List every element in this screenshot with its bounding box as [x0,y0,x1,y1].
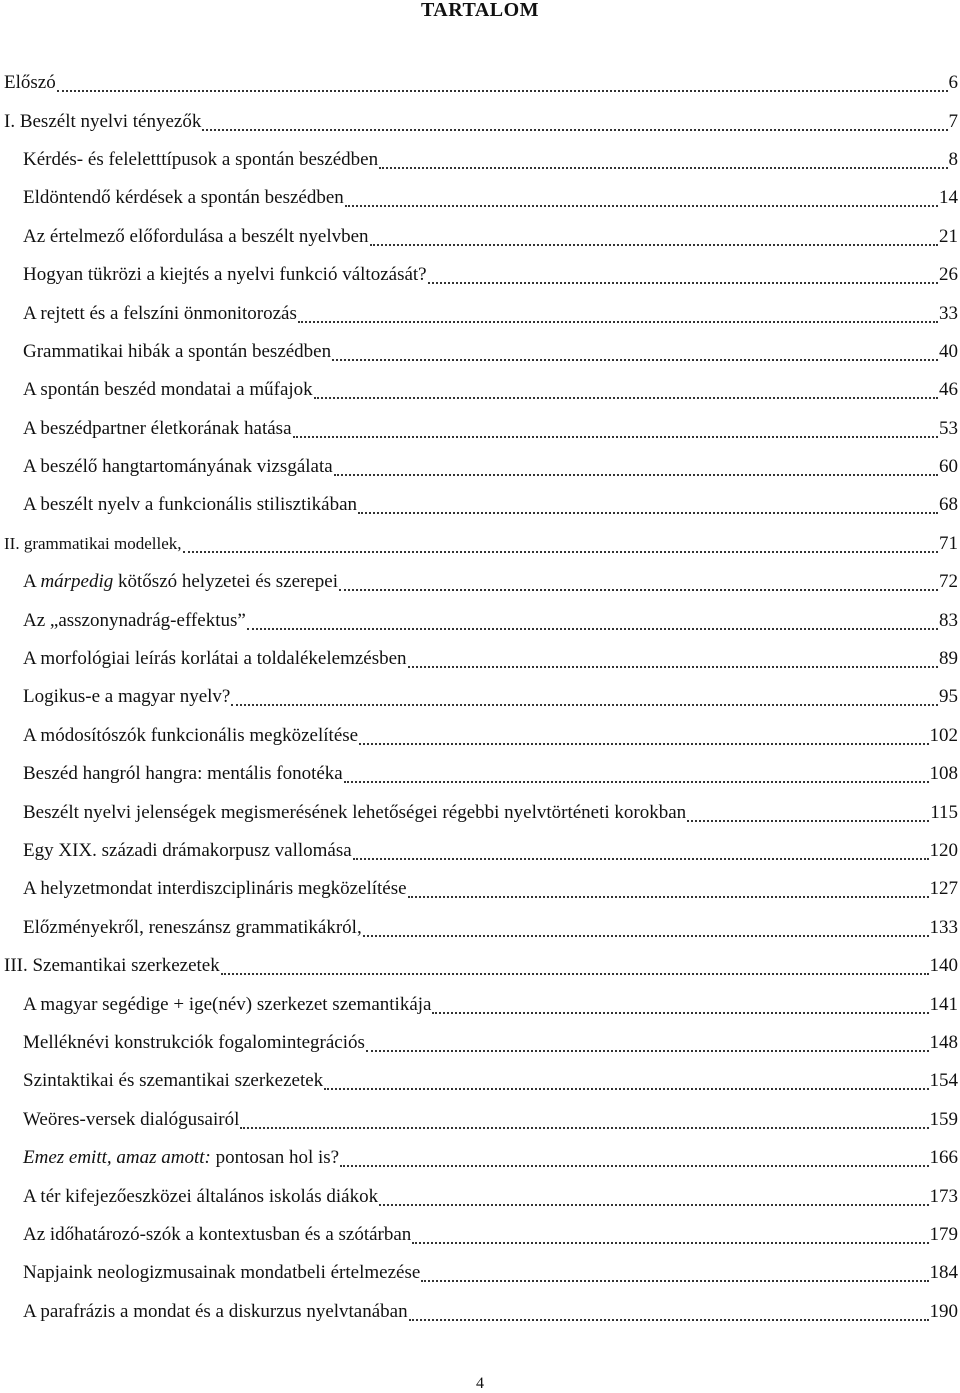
toc-entry-label: Az értelmező előfordulása a beszélt nyelvben [23,225,369,247]
toc-entry[interactable] [2,755,960,793]
toc-entry-page: 154 [929,1070,958,1092]
toc-entry[interactable] [2,678,960,716]
toc-entry-label: Grammatikai hibák a spontán beszédben [23,340,332,362]
toc-entry[interactable] [2,870,960,908]
toc-entry[interactable] [2,371,960,409]
toc-entry-label: Szintaktikai és szemantikai szerkezetek [23,1070,324,1092]
toc-entry-label: Eldöntendő kérdések a spontán beszédben [23,187,344,209]
toc-entry-page: 120 [929,840,958,861]
toc-entry[interactable] [2,256,960,294]
toc-entry-label: III. Szemantikai szerkezetek [4,955,220,977]
toc-entry-page: 133 [929,916,958,938]
dot-leader [366,1040,929,1052]
toc-entry-page: 140 [929,955,958,977]
toc-entry[interactable] [2,717,960,755]
dot-leader [57,80,948,92]
page-number: 4 [476,1375,484,1392]
toc-entry-page: 72 [939,571,958,593]
toc-entry-page: 83 [939,609,958,631]
toc-entry-label [23,572,338,592]
toc-entry-label: Weöres-versek dialógusairól [23,1108,240,1130]
dot-leader [408,886,929,898]
toc-entry-page: 6 [948,72,958,94]
toc-entry[interactable] [2,179,960,217]
toc-entry-page: 184 [929,1262,958,1284]
toc-entry-label: A spontán beszéd mondatai a műfajok [23,379,313,401]
toc-entry-page: 33 [939,302,958,324]
toc-entry-page: 166 [929,1147,958,1169]
toc-entry-label [23,1148,339,1168]
dot-leader [314,387,938,399]
toc-entry-label: Melléknévi konstrukciók fogalomintegrációs [23,1031,365,1053]
toc-entry[interactable] [2,294,960,332]
dot-leader [363,925,929,937]
dot-leader [353,848,929,860]
toc-entry[interactable] [2,947,960,985]
dot-leader [324,1078,928,1090]
toc-entry-page: 148 [929,1031,958,1053]
toc-entry-label: Napjaink neologizmusainak mondatbeli értelmezése [23,1262,421,1284]
toc-entry-page: 115 [930,801,958,823]
dot-leader [344,771,929,783]
toc-entry-label: Előzményekről, reneszánsz grammatikákról, [23,916,362,938]
dot-leader [247,618,938,630]
toc-entry-page: 159 [929,1108,958,1130]
toc-entry[interactable] [2,486,960,524]
toc-entry-label: Előszó [4,72,56,94]
toc-entry-page: 108 [929,763,958,785]
toc-entry[interactable] [2,102,960,140]
toc-entry-label-post: pontosan hol is? [210,1147,340,1169]
dot-leader [379,1194,928,1206]
toc-entry-label: Az időhatározó-szók a kontextusban és a szótárban [23,1223,412,1245]
toc-entry-page: 173 [929,1185,958,1207]
dot-leader [432,1002,928,1014]
dot-leader [379,157,947,169]
dot-leader [412,1232,928,1244]
toc-entry[interactable] [2,448,960,486]
toc-entry[interactable] [2,1139,960,1177]
dot-leader [408,656,938,668]
toc-entry[interactable] [2,64,960,102]
toc-entry[interactable] [2,640,960,678]
toc-entry-label-post: kötőszó helyzetei és szerepei [113,571,338,593]
toc-entry-label: A beszélő hangtartományának vizsgálata [23,456,333,478]
toc-entry-page: 95 [939,686,958,708]
toc-entry[interactable] [2,141,960,179]
toc-entry-page: 26 [939,264,958,286]
toc-entry-label: II. grammatikai modellek, [4,533,182,553]
dot-leader [359,733,928,745]
toc-entry[interactable] [2,1177,960,1215]
dot-leader [293,426,938,438]
dot-leader [358,502,938,514]
toc-entry-page: 141 [929,993,958,1015]
dot-leader [183,541,939,553]
dot-leader [334,464,938,476]
toc-entry-label: Beszéd hangról hangra: mentális fonotéka [23,763,343,785]
toc-entry-page: 8 [948,148,958,170]
toc-entry-label: A magyar segédige + ige(név) szerkezet szemantikája [23,993,432,1015]
dot-leader [332,349,938,361]
dot-leader [340,1155,928,1167]
toc-entry-page: 14 [939,187,958,209]
toc-entry-label: Beszélt nyelvi jelenségek megismerésének lehetőségei régebbi nyelvtörténeti korokban [23,801,687,823]
toc-entry[interactable] [2,909,960,947]
dot-leader [202,119,947,131]
toc-entry-label: I. Beszélt nyelvi tényezők [4,110,202,132]
toc-entry[interactable] [2,1024,960,1062]
toc-entry-label: Egy XIX. századi drámakorpusz vallomása [23,840,352,861]
toc-entry[interactable] [2,1293,960,1331]
toc-entry-page: 89 [939,648,958,670]
toc-entry-page: 21 [939,225,958,247]
dot-leader [428,272,938,284]
toc-entry-label: A beszédpartner életkorának hatása [23,417,292,439]
toc-entry-page: 102 [929,724,958,746]
toc-entry-label: A rejtett és a felszíni önmonitorozás [23,302,297,324]
toc-entry[interactable] [2,793,960,831]
toc-entry[interactable] [2,218,960,256]
dot-leader [370,234,938,246]
toc-entry[interactable] [2,832,960,870]
toc-entry[interactable] [2,525,960,563]
toc-entry-label-italic: Emez emitt, amaz amott: [23,1147,211,1169]
page-title: TARTALOM [420,0,540,21]
toc-entry-page: 7 [948,110,958,132]
toc-entry-label-italic: márpedig [40,571,114,593]
toc-entry[interactable] [2,601,960,639]
dot-leader [409,1309,929,1321]
toc-entry-label: A parafrázis a mondat és a diskurzus nyelvtanában [23,1300,408,1322]
toc-entry[interactable] [2,1254,960,1292]
toc-entry[interactable] [2,985,960,1023]
toc-entry-page: 179 [929,1223,958,1245]
toc-entry-label: A morfológiai leírás korlátai a toldalékelemzésben [23,648,407,670]
dot-leader [345,195,938,207]
dot-leader [240,1117,928,1129]
toc-entry-label: Kérdés- és feleletttípusok a spontán beszédben [23,148,379,170]
toc-entry-label: Az „asszonynadrág-effektus” [23,609,246,631]
toc-entry[interactable] [2,1062,960,1100]
toc-entry-label: Hogyan tükrözi a kiejtés a nyelvi funkció változását? [23,264,427,286]
toc-entry-label: Logikus-e a magyar nyelv? [23,686,231,708]
toc-entry-page: 60 [939,456,958,478]
toc-entry-label: A tér kifejezőeszközei általános iskolás diákok [23,1185,379,1207]
toc-entry-page: 127 [929,878,958,900]
toc-entry[interactable] [2,563,960,601]
toc-entry-label: A módosítószók funkcionális megközelítése [23,724,359,746]
toc-entry[interactable] [2,1101,960,1139]
toc-entry[interactable] [2,1216,960,1254]
toc-entry-label: A beszélt nyelv a funkcionális stilisztikában [23,494,358,516]
toc-entry-page: 40 [939,340,958,362]
toc-entry-page: 190 [929,1300,958,1322]
table-of-contents [2,64,960,1331]
toc-entry-page: 68 [939,494,958,516]
toc-entry-label-pre: A [23,571,41,593]
dot-leader [421,1270,928,1282]
toc-entry-label: A helyzetmondat interdiszciplináris megközelítése [23,878,407,900]
toc-entry[interactable] [2,333,960,371]
toc-entry-page: 71 [939,532,958,554]
dot-leader [231,694,938,706]
toc-entry[interactable] [2,410,960,448]
dot-leader [221,963,929,975]
dot-leader [339,579,938,591]
dot-leader [298,311,938,323]
toc-entry-page: 46 [939,379,958,401]
dot-leader [687,810,929,822]
toc-entry-page: 53 [939,417,958,439]
